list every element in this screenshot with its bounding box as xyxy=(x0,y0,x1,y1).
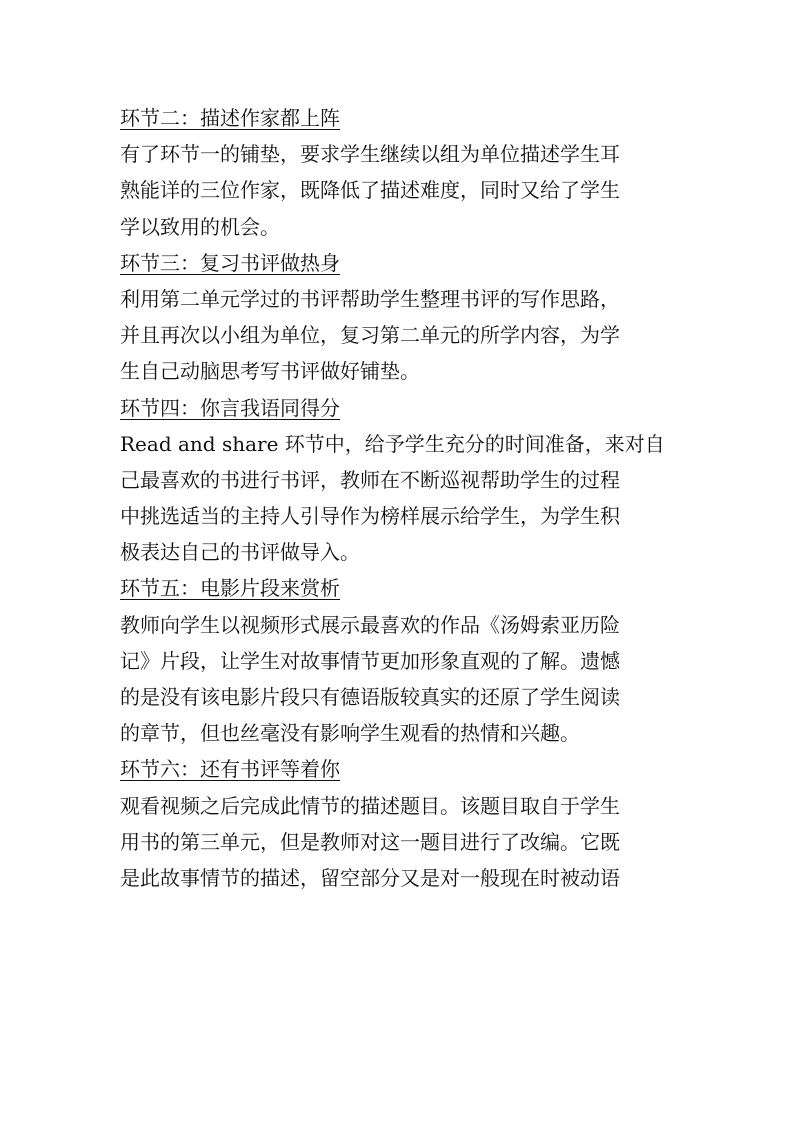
paragraph-line: 观看视频之后完成此情节的描述题目。该题目取自于学生 xyxy=(120,793,620,818)
paragraph-line: Read and share 环节中，给予学生充分的时间准备，来对自 xyxy=(120,431,665,456)
paragraph-line: 的是没有该电影片段只有德语版较真实的还原了学生阅读 xyxy=(120,685,620,709)
paragraph-line: 极表达自己的书评做导入。 xyxy=(120,540,360,565)
section-heading-5: 环节五：电影片段来赏析 xyxy=(120,576,340,601)
paragraph-line: 的章节，但也丝毫没有影响学生观看的热情和兴趣。 xyxy=(120,721,580,746)
section-heading-3: 环节三：复习书评做热身 xyxy=(120,250,340,275)
paragraph-line: 中挑选适当的主持人引导作为榜样展示给学生，为学生积 xyxy=(120,504,620,529)
document-page xyxy=(120,100,680,896)
paragraph-line: 有了环节一的铺垫，要求学生继续以组为单位描述学生耳 xyxy=(120,142,620,167)
section-heading-4: 环节四：你言我语同得分 xyxy=(120,395,340,420)
paragraph-line: 是此故事情节的描述，留空部分又是对一般现在时被动语 xyxy=(120,865,620,890)
paragraph-line: 熟能详的三位作家，既降低了描述难度，同时又给了学生 xyxy=(120,178,620,203)
paragraph-line: 用书的第三单元，但是教师对这一题目进行了改编。它既 xyxy=(120,829,620,854)
paragraph-line: 学以致用的机会。 xyxy=(120,214,280,239)
paragraph-line: 己最喜欢的书进行书评，教师在不断巡视帮助学生的过程 xyxy=(120,467,620,492)
paragraph-line: 生自己动脑思考写书评做好铺垫。 xyxy=(120,359,420,384)
paragraph-line: 记》片段，让学生对故事情节更加形象直观的了解。遗憾 xyxy=(120,648,620,673)
paragraph-line: 利用第二单元学过的书评帮助学生整理书评的写作思路， xyxy=(120,286,620,311)
section-heading-6: 环节六：还有书评等着你 xyxy=(120,757,340,782)
paragraph-line: 教师向学生以视频形式展示最喜欢的作品《汤姆索亚历险 xyxy=(120,612,620,637)
section-heading-2: 环节二：描述作家都上阵 xyxy=(120,106,340,130)
paragraph-line: 并且再次以小组为单位，复习第二单元的所学内容，为学 xyxy=(120,323,620,348)
